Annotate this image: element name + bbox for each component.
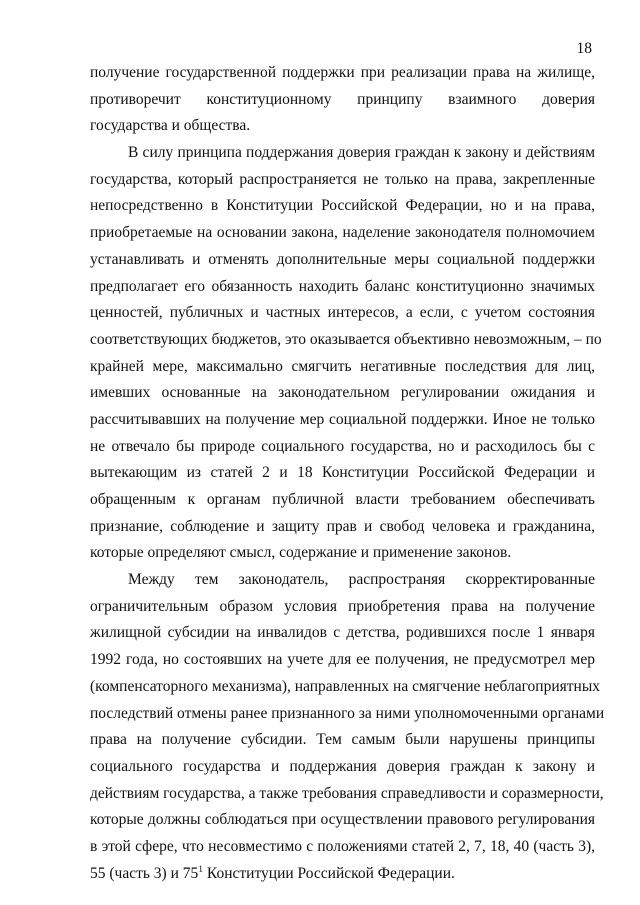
text-line: ценностей, публичных и частных интересов, а если, с учетом состояния <box>90 304 595 322</box>
text-line: признание, соблюдение и защиту прав и свобод человека и гражданина, <box>90 517 595 535</box>
text-line: имевших основанные на законодательном регулировании ожидания и <box>90 384 595 402</box>
text-line: получение государственной поддержки при реализации права на жилище, <box>90 64 595 81</box>
final-line-start: 55 (часть 3) и 75 <box>90 864 199 882</box>
final-text-line <box>90 861 595 888</box>
text-line: устанавливать и отменять дополнительные меры социальной поддержки <box>90 250 595 268</box>
page-number: 18 <box>576 40 592 57</box>
text-line: жилищной субсидии на инвалидов с детства, родившихся после 1 января <box>90 624 595 642</box>
text-line: 1992 года, но состоявших на учете для ее получения, не предусмотрел мер <box>90 651 595 669</box>
text-line: приобретаемые на основании закона, наделение законодателя полномочием <box>90 224 595 242</box>
text-line: непосредственно в Конституции Российской Федерации, но и на права, <box>90 197 595 215</box>
superscript-marker: 1 <box>198 864 204 875</box>
text-line: противоречит конституционному принципу взаимного доверия <box>90 90 595 108</box>
final-line-end: Конституции Российской Федерации. <box>203 864 455 882</box>
text-line: в этой сфере, что несовместимо с положениями статей 2, 7, 18, 40 (часть 3), <box>90 837 595 855</box>
text-line: права на получение субсидии. Тем самым были нарушены принципы <box>90 731 595 749</box>
text-line: ограничительным образом условия приобретения права на получение <box>90 597 595 615</box>
text-line: В силу принципа поддержания доверия граждан к закону и действиям <box>128 144 595 162</box>
text-line: социального государства и поддержания доверия граждан к закону и <box>90 757 595 775</box>
body-text <box>90 60 605 887</box>
text-line: действиям государства, а также требования справедливости и соразмерности, <box>90 784 604 802</box>
text-line: соответствующих бюджетов, это оказывается объективно невозможным, – по <box>90 330 602 348</box>
text-line: (компенсаторного механизма), направленных на смягчение неблагоприятных <box>90 677 601 695</box>
text-line: государства, который распространяется не только на права, закрепленные <box>90 170 595 188</box>
text-line: рассчитывавших на получение мер социальной поддержки. Иное не только <box>90 410 595 428</box>
text-line: Между тем законодатель, распространяя скорректированные <box>128 571 595 589</box>
text-line: которые определяют смысл, содержание и применение законов. <box>90 544 512 562</box>
text-line: не отвечало бы природе социального государства, но и расходилось бы с <box>90 437 595 455</box>
text-line: которые должны соблюдаться при осуществлении правового регулирования <box>90 811 595 829</box>
text-line: обращенным к органам публичной власти требованием обеспечивать <box>90 491 595 508</box>
text-line: вытекающим из статей 2 и 18 Конституции Российской Федерации и <box>90 464 595 482</box>
text-line: предполагает его обязанность находить баланс конституционно значимых <box>90 277 595 295</box>
text-line: последствий отмены ранее признанного за ними уполномоченными органами <box>90 704 605 722</box>
text-line: государства и общества. <box>90 117 251 135</box>
text-line: крайней мере, максимально смягчить негативные последствия для лиц, <box>90 357 595 375</box>
